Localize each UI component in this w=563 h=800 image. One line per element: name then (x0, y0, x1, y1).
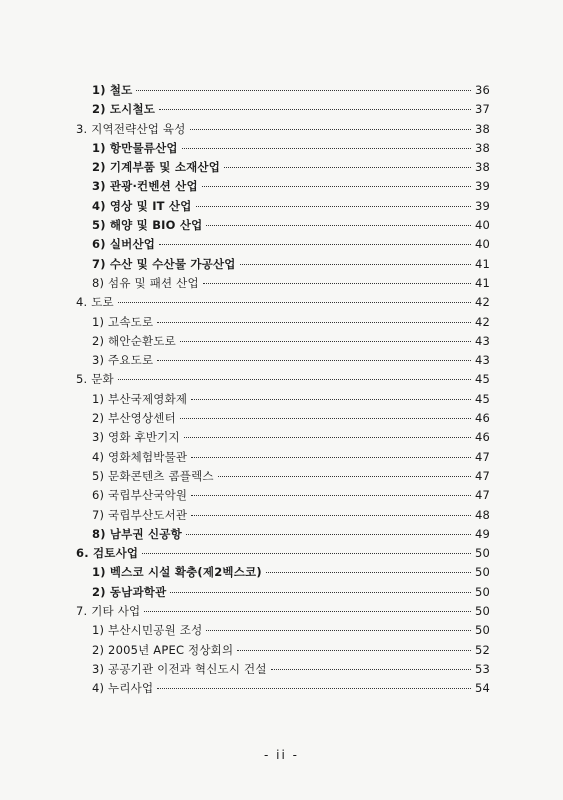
toc-subsection-entry (76, 621, 490, 640)
toc-subsection-entry (76, 583, 490, 602)
toc-subsection-entry (76, 428, 490, 447)
toc-entry-title: 4) 영화체험박물관 (92, 449, 188, 464)
toc-entry-title: 5) 해양 및 BIO 산업 (92, 218, 203, 233)
toc-entry-page-number: 40 (474, 218, 490, 233)
toc-subsection-entry (76, 100, 490, 119)
toc-entry-page-number: 39 (474, 198, 490, 213)
toc-entry-title: 5) 문화콘텐츠 콤플렉스 (92, 468, 214, 483)
dot-leader (266, 572, 471, 573)
toc-subsection-entry (76, 486, 490, 505)
toc-entry-title: 3) 공공기관 이전과 혁신도시 건설 (92, 661, 267, 676)
dot-leader (144, 611, 471, 612)
toc-entry-page-number: 50 (474, 604, 490, 619)
toc-entry-title: 7) 국립부산도서관 (92, 507, 188, 522)
toc-entry-page-number: 48 (474, 507, 490, 522)
dot-leader (157, 322, 471, 323)
toc-subsection-entry (76, 235, 490, 254)
toc-entry-page-number: 46 (474, 411, 490, 426)
toc-entry-page-number: 41 (474, 275, 490, 290)
dot-leader (196, 206, 471, 207)
toc-entry-title: 2) 도시철도 (92, 102, 156, 117)
dot-leader (159, 109, 471, 110)
toc-entry-page-number: 50 (474, 565, 490, 580)
toc-entry-title: 7) 수산 및 수산물 가공산업 (92, 256, 236, 271)
toc-entry-page-number: 45 (474, 391, 490, 406)
toc-entry-page-number: 37 (474, 102, 490, 117)
toc-subsection-entry (76, 641, 490, 660)
dot-leader (170, 592, 471, 593)
toc-subsection-entry (76, 525, 490, 544)
toc-entry-page-number: 52 (474, 642, 490, 657)
dot-leader (271, 669, 471, 670)
toc-subsection-entry (76, 351, 490, 370)
toc-subsection-entry (76, 506, 490, 525)
toc-section-entry (76, 293, 490, 312)
toc-entry-page-number: 43 (474, 353, 490, 368)
dot-leader (142, 553, 471, 554)
toc-entry-title: 4) 누리사업 (92, 681, 154, 696)
dot-leader (184, 437, 471, 438)
dot-leader (118, 379, 471, 380)
toc-entry-title: 5. 문화 (76, 372, 114, 387)
toc-entry-title: 3) 주요도로 (92, 353, 154, 368)
dot-leader (136, 90, 470, 91)
dot-leader (157, 688, 471, 689)
dot-leader (157, 360, 471, 361)
toc-entry-page-number: 42 (474, 295, 490, 310)
toc-subsection-entry (76, 313, 490, 332)
toc-entry-page-number: 42 (474, 314, 490, 329)
toc-entry-page-number: 54 (474, 681, 490, 696)
toc-entry-page-number: 36 (474, 83, 490, 97)
toc-subsection-entry (76, 216, 490, 235)
toc-subsection-entry (76, 467, 490, 486)
toc-subsection-entry (76, 563, 490, 582)
dot-leader (159, 244, 471, 245)
toc-entry-page-number: 50 (474, 623, 490, 638)
dot-leader (191, 495, 471, 496)
toc-entry-title: 8) 섬유 및 패션 산업 (92, 275, 199, 290)
dot-leader (202, 186, 471, 187)
dot-leader (191, 457, 471, 458)
toc-section-entry (76, 602, 490, 621)
toc-entry-title: 8) 남부권 신공항 (92, 526, 182, 541)
toc-entry-page-number: 38 (474, 140, 490, 155)
toc-entry-title: 4) 영상 및 IT 산업 (92, 198, 192, 213)
toc-entry-title: 6) 실버산업 (92, 237, 156, 252)
toc-entry-title: 1) 벡스코 시설 확충(제2벡스코) (92, 565, 262, 580)
toc-entry-page-number: 47 (474, 468, 490, 483)
toc-entry-page-number: 45 (474, 372, 490, 387)
toc-subsection-entry (76, 197, 490, 216)
toc-entry-title: 1) 고속도로 (92, 314, 154, 329)
toc-entry-page-number: 38 (474, 121, 490, 136)
toc-entry-title: 3) 영화 후반기지 (92, 430, 180, 445)
dot-leader (206, 225, 471, 226)
toc-entry-page-number: 49 (474, 526, 490, 541)
toc-entry-title: 2) 기계부품 및 소재산업 (92, 160, 221, 175)
dot-leader (237, 650, 471, 651)
toc-subsection-entry (76, 390, 490, 409)
dot-leader (240, 264, 471, 265)
toc-entry-page-number: 46 (474, 430, 490, 445)
toc-entry-page-number: 40 (474, 237, 490, 252)
toc-entry-page-number: 53 (474, 661, 490, 676)
toc-subsection-entry (76, 448, 490, 467)
toc-entry-title: 2) 부산영상센터 (92, 411, 176, 426)
toc-entry-title: 4. 도로 (76, 295, 114, 310)
dot-leader (191, 399, 471, 400)
toc-entry-title: 6) 국립부산국악원 (92, 488, 188, 503)
dot-leader (180, 418, 471, 419)
toc-entry-page-number: 50 (474, 584, 490, 599)
toc-subsection-entry (76, 81, 490, 100)
toc-entry-title: 1) 부산국제영화제 (92, 391, 188, 406)
toc-subsection-entry (76, 139, 490, 158)
dot-leader (224, 167, 471, 168)
toc-entry-title: 1) 부산시민공원 조성 (92, 623, 203, 638)
toc-subsection-entry (76, 158, 490, 177)
toc-entry-page-number: 43 (474, 333, 490, 348)
toc-entry-page-number: 50 (474, 546, 490, 561)
toc-entry-page-number: 47 (474, 449, 490, 464)
toc-entry-page-number: 47 (474, 488, 490, 503)
page-number-footer: - ii - (264, 748, 299, 762)
toc-subsection-entry (76, 332, 490, 351)
toc-entry-title: 1) 항만물류산업 (92, 140, 178, 155)
toc-entry-page-number: 41 (474, 256, 490, 271)
dot-leader (206, 630, 471, 631)
dot-leader (118, 302, 471, 303)
table-of-contents (76, 81, 490, 699)
toc-subsection-entry (76, 679, 490, 698)
dot-leader (180, 341, 471, 342)
toc-section-entry (76, 120, 490, 139)
toc-entry-title: 2) 동남과학관 (92, 584, 167, 599)
toc-entry-title: 2) 2005년 APEC 정상회의 (92, 642, 234, 657)
toc-entry-title: 3. 지역전략산업 육성 (76, 121, 186, 136)
toc-section-entry (76, 370, 490, 389)
dot-leader (190, 129, 471, 130)
dot-leader (191, 515, 471, 516)
dot-leader (182, 148, 471, 149)
dot-leader (218, 476, 471, 477)
toc-subsection-entry (76, 409, 490, 428)
toc-entry-title: 2) 해안순환도로 (92, 333, 176, 348)
toc-entry-title: 7. 기타 사업 (76, 604, 141, 619)
dot-leader (203, 283, 471, 284)
toc-entry-title: 3) 관광·컨벤션 산업 (92, 179, 198, 194)
toc-entry-title: 1) 철도 (92, 83, 133, 97)
toc-subsection-entry (76, 660, 490, 679)
toc-entry-page-number: 38 (474, 160, 490, 175)
dot-leader (186, 534, 471, 535)
toc-subsection-entry (76, 255, 490, 274)
toc-entry-title: 6. 검토사업 (76, 546, 139, 561)
toc-subsection-entry (76, 274, 490, 293)
toc-entry-page-number: 39 (474, 179, 490, 194)
toc-section-entry (76, 544, 490, 563)
toc-subsection-entry (76, 177, 490, 196)
